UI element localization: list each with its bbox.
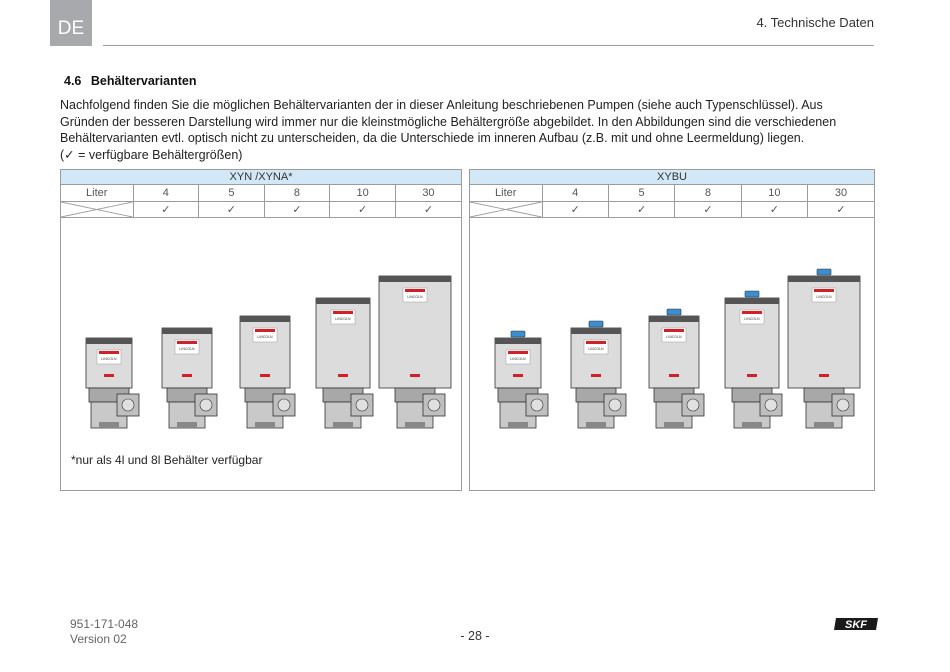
svg-text:LINCOLN: LINCOLN [666, 335, 682, 339]
check-mark: ✓ [330, 201, 396, 217]
svg-text:SKF: SKF [845, 619, 867, 631]
section-title: Behältervarianten [90, 74, 197, 88]
svg-text:LINCOLN: LINCOLN [744, 317, 760, 321]
check-mark: ✓ [808, 201, 874, 217]
intro-line: Behältervarianten evtl. optisch nicht zu unterscheiden, da die Unterschiede im inneren Aufbau (z.B. mit und ohne Leermeldung) liegen. [60, 131, 805, 145]
pump-illustrations [61, 270, 461, 435]
intro-line: Gründen der besseren Darstellung wird immer nur die kleinstmögliche Behältergröße abgebildet. In den Abbildungen sind die verschiedenen [60, 114, 837, 129]
document-number: 951-171-048 [70, 617, 139, 631]
language-badge: DE [50, 0, 92, 46]
footnote: *nur als 4l und 8l Behälter verfügbar [71, 453, 263, 467]
intro-text [60, 97, 880, 163]
svg-text:LINCOLN: LINCOLN [588, 347, 604, 351]
size-cell: 4 [542, 185, 608, 201]
size-cell: 8 [675, 185, 741, 201]
pump-8l [225, 265, 305, 435]
page-number: - 28 - [460, 629, 490, 643]
check-mark: ✓ [264, 201, 330, 217]
size-cell: 5 [608, 185, 674, 201]
pump-30l [375, 265, 455, 435]
size-table [61, 185, 461, 218]
skf-logo [834, 616, 880, 632]
size-cell: 4 [133, 185, 199, 201]
size-cell: 8 [264, 185, 330, 201]
pump-4l [69, 265, 149, 435]
size-cell: 10 [741, 185, 807, 201]
svg-text:LINCOLN: LINCOLN [257, 335, 273, 339]
pump-10l [303, 265, 383, 435]
check-mark: ✓ [395, 201, 461, 217]
pump-8l [634, 265, 714, 435]
row-label: Liter [470, 185, 542, 201]
size-cell: 30 [808, 185, 874, 201]
svg-text:LINCOLN: LINCOLN [335, 317, 351, 321]
size-cell: 30 [395, 185, 461, 201]
svg-text:LINCOLN: LINCOLN [407, 295, 423, 299]
row-label: Liter [61, 185, 133, 201]
check-mark: ✓ [199, 201, 265, 217]
svg-text:LINCOLN: LINCOLN [816, 295, 832, 299]
svg-text:LINCOLN: LINCOLN [510, 357, 526, 361]
panel-title: XYBU [470, 170, 874, 185]
size-table [470, 185, 874, 218]
pump-5l [147, 265, 227, 435]
cross-lines [470, 202, 542, 217]
chapter-title: 4. Technische Daten [756, 15, 874, 30]
check-mark: ✓ [741, 201, 807, 217]
svg-text:LINCOLN: LINCOLN [101, 357, 117, 361]
document-version: Version 02 [70, 632, 127, 646]
check-mark: ✓ [608, 201, 674, 217]
intro-line: (✓ = verfügbare Behältergrößen) [60, 147, 243, 162]
panel-title: XYN /XYNA* [61, 170, 461, 185]
crossed-cell [470, 201, 542, 217]
variant-panel-xyn [60, 169, 462, 491]
pump-5l [556, 265, 636, 435]
check-mark: ✓ [675, 201, 741, 217]
header-divider [103, 45, 874, 46]
cross-lines [61, 202, 133, 217]
svg-text:LINCOLN: LINCOLN [179, 347, 195, 351]
size-cell: 5 [199, 185, 265, 201]
pump-10l [712, 265, 792, 435]
section-heading [64, 74, 196, 88]
check-mark: ✓ [133, 201, 199, 217]
crossed-cell [61, 201, 133, 217]
pump-illustrations [470, 270, 874, 435]
variant-panel-xybu [469, 169, 875, 491]
check-mark: ✓ [542, 201, 608, 217]
size-cell: 10 [330, 185, 396, 201]
pump-30l [784, 265, 864, 435]
section-number: 4.6 [64, 74, 82, 88]
pump-4l [478, 265, 558, 435]
intro-line: Nachfolgend finden Sie die möglichen Behältervarianten der in dieser Anleitung beschriebenen Pumpen (siehe auch Typenschlüssel). Aus [60, 98, 823, 112]
